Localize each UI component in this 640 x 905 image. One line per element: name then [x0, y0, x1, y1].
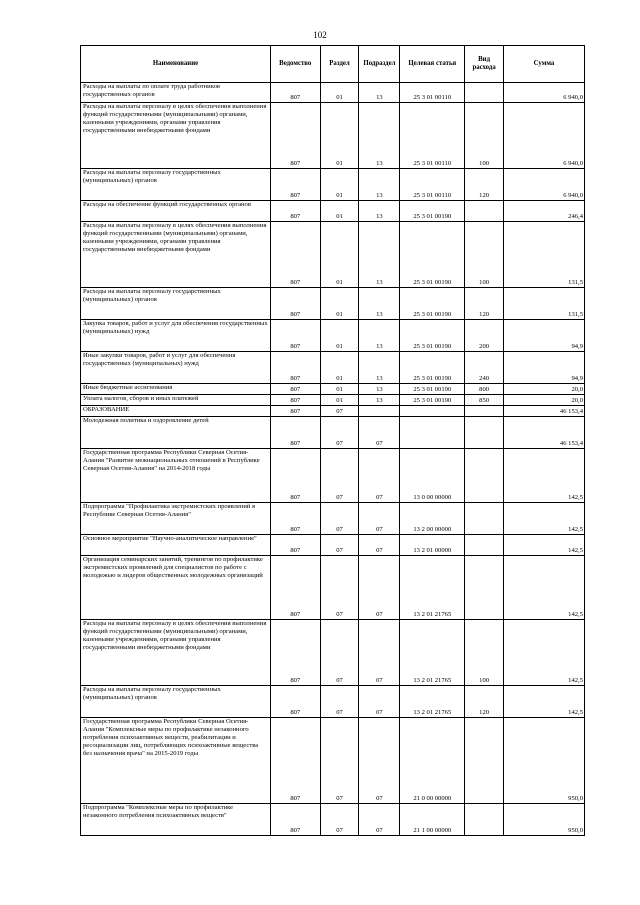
cell-name: Государственная программа Республики Северная Осетия-Алания "Развитие межнациональных отношений в Республике Северная Осетия-Алания" на 2014-2018 годы: [81, 449, 271, 503]
cell-expense: 120: [465, 686, 504, 718]
cell-section: 07: [320, 718, 359, 804]
cell-subsection: 13: [359, 103, 400, 169]
cell-target: 13 2 01 21765: [400, 556, 465, 620]
cell-department: 807: [270, 718, 320, 804]
table-row: [81, 406, 585, 417]
cell-section: 07: [320, 804, 359, 836]
cell-sum: 950,0: [504, 804, 585, 836]
cell-subsection: 13: [359, 352, 400, 384]
cell-target: 21 0 00 00000: [400, 718, 465, 804]
cell-department: 807: [270, 503, 320, 535]
cell-name: Молодежная политика и оздоровление детей: [81, 417, 271, 449]
cell-section: 01: [320, 384, 359, 395]
cell-target: 25 3 01 00110: [400, 83, 465, 103]
cell-department: 807: [270, 103, 320, 169]
cell-target: 25 3 01 00110: [400, 169, 465, 201]
cell-target: 13 2 01 00000: [400, 535, 465, 556]
cell-department: 807: [270, 449, 320, 503]
cell-expense: 100: [465, 103, 504, 169]
cell-expense: [465, 83, 504, 103]
cell-expense: [465, 417, 504, 449]
cell-section: 01: [320, 83, 359, 103]
cell-sum: 46 153,4: [504, 417, 585, 449]
cell-expense: [465, 449, 504, 503]
cell-sum: 131,5: [504, 288, 585, 320]
cell-department: 807: [270, 395, 320, 406]
cell-department: 807: [270, 169, 320, 201]
table-row: [81, 718, 585, 804]
cell-target: [400, 406, 465, 417]
cell-target: 25 3 01 00190: [400, 288, 465, 320]
table-row: [81, 288, 585, 320]
table-body: [81, 83, 585, 836]
cell-subsection: 13: [359, 169, 400, 201]
table-row: [81, 620, 585, 686]
cell-expense: 120: [465, 288, 504, 320]
cell-target: 25 3 01 00190: [400, 352, 465, 384]
cell-section: 01: [320, 352, 359, 384]
cell-subsection: 13: [359, 384, 400, 395]
cell-sum: 6 940,0: [504, 103, 585, 169]
cell-subsection: 07: [359, 686, 400, 718]
cell-subsection: 13: [359, 288, 400, 320]
cell-name: Расходы на выплаты персоналу в целях обеспечения выполнения функций государственными (муниципальными) органами, казенными учреждениями, органами управления государственными внебюджетными фондами: [81, 222, 271, 288]
cell-target: 25 3 01 00110: [400, 103, 465, 169]
cell-department: 807: [270, 320, 320, 352]
cell-sum: 246,4: [504, 201, 585, 222]
cell-target: 25 3 01 00190: [400, 222, 465, 288]
cell-subsection: 07: [359, 718, 400, 804]
cell-expense: 850: [465, 395, 504, 406]
cell-target: 25 3 01 00190: [400, 320, 465, 352]
cell-section: 07: [320, 503, 359, 535]
cell-name: Подпрограмма "Профилактика экстремистских проявлений в Республике Северная Осетия-Алания": [81, 503, 271, 535]
table-row: [81, 449, 585, 503]
cell-expense: [465, 718, 504, 804]
cell-name: Основное мероприятие "Научно-аналитическое направление": [81, 535, 271, 556]
page-number: 102: [313, 30, 327, 40]
cell-department: 807: [270, 352, 320, 384]
cell-section: 01: [320, 201, 359, 222]
cell-department: 807: [270, 288, 320, 320]
cell-expense: 200: [465, 320, 504, 352]
cell-department: 807: [270, 556, 320, 620]
table-row: [81, 686, 585, 718]
table-row: [81, 83, 585, 103]
cell-sum: 94,9: [504, 352, 585, 384]
cell-expense: [465, 556, 504, 620]
cell-department: 807: [270, 686, 320, 718]
cell-target: 25 3 01 00190: [400, 395, 465, 406]
cell-sum: 94,9: [504, 320, 585, 352]
cell-sum: 950,0: [504, 718, 585, 804]
table-row: [81, 417, 585, 449]
cell-expense: [465, 201, 504, 222]
header-sum: Сумма: [504, 46, 585, 83]
table-row: [81, 320, 585, 352]
cell-target: [400, 417, 465, 449]
cell-name: Иные закупки товаров, работ и услуг для обеспечения государственных (муниципальных) нужд: [81, 352, 271, 384]
cell-expense: [465, 535, 504, 556]
cell-expense: 800: [465, 384, 504, 395]
cell-department: 807: [270, 406, 320, 417]
header-target: Целевая статья: [400, 46, 465, 83]
cell-section: 01: [320, 395, 359, 406]
cell-sum: 142,5: [504, 620, 585, 686]
table-row: [81, 103, 585, 169]
cell-section: 07: [320, 556, 359, 620]
cell-subsection: 07: [359, 503, 400, 535]
header-department: Ведомство: [270, 46, 320, 83]
cell-section: 01: [320, 103, 359, 169]
cell-department: 807: [270, 417, 320, 449]
header-expense: Вид расхода: [465, 46, 504, 83]
cell-sum: 142,5: [504, 686, 585, 718]
cell-expense: [465, 804, 504, 836]
cell-expense: 240: [465, 352, 504, 384]
cell-target: 13 2 01 21765: [400, 686, 465, 718]
cell-target: 21 1 00 00000: [400, 804, 465, 836]
cell-expense: 100: [465, 222, 504, 288]
table-row: [81, 169, 585, 201]
cell-sum: 131,5: [504, 222, 585, 288]
cell-section: 07: [320, 417, 359, 449]
cell-target: 13 2 01 21765: [400, 620, 465, 686]
cell-target: 13 2 00 00000: [400, 503, 465, 535]
header-subsection: Подраздел: [359, 46, 400, 83]
table-row: [81, 535, 585, 556]
cell-target: 25 3 01 00190: [400, 201, 465, 222]
cell-subsection: 13: [359, 320, 400, 352]
cell-section: 07: [320, 406, 359, 417]
cell-name: Расходы на выплаты персоналу в целях обеспечения выполнения функций государственными (муниципальными) органами, казенными учреждениями, органами управления государственными внебюджетными фондами: [81, 103, 271, 169]
table-row: [81, 556, 585, 620]
cell-sum: 142,5: [504, 556, 585, 620]
table-header-row: [81, 46, 585, 83]
cell-section: 01: [320, 320, 359, 352]
cell-subsection: 13: [359, 222, 400, 288]
table-row: [81, 384, 585, 395]
cell-sum: 46 153,4: [504, 406, 585, 417]
cell-subsection: 13: [359, 201, 400, 222]
cell-section: 01: [320, 222, 359, 288]
header-section: Раздел: [320, 46, 359, 83]
cell-expense: 120: [465, 169, 504, 201]
cell-section: 01: [320, 169, 359, 201]
header-name: Наименование: [81, 46, 271, 83]
cell-sum: 20,0: [504, 395, 585, 406]
cell-subsection: 13: [359, 395, 400, 406]
cell-name: Государственная программа Республики Северная Осетия-Алания "Комплексные меры по профилактике незаконного потребления психоактивных веществ, реабилитации и ресоциализации лиц, потребляющих психоактивные вещества без назначения врача" на 2015-2019 годы: [81, 718, 271, 804]
cell-name: Расходы на выплаты персоналу в целях обеспечения выполнения функций государственными (муниципальными) органами, казенными учреждениями, органами управления государственными внебюджетными фондами: [81, 620, 271, 686]
cell-section: 07: [320, 686, 359, 718]
cell-subsection: [359, 406, 400, 417]
cell-target: 25 3 01 00190: [400, 384, 465, 395]
cell-name: ОБРАЗОВАНИЕ: [81, 406, 271, 417]
cell-expense: [465, 503, 504, 535]
cell-department: 807: [270, 222, 320, 288]
cell-section: 07: [320, 535, 359, 556]
cell-name: Иные бюджетные ассигнования: [81, 384, 271, 395]
cell-target: 13 0 00 00000: [400, 449, 465, 503]
cell-sum: 20,0: [504, 384, 585, 395]
cell-name: Расходы на выплаты по оплате труда работников государственных органов: [81, 83, 271, 103]
cell-section: 07: [320, 620, 359, 686]
cell-name: Расходы на обеспечение функций государственных органов: [81, 201, 271, 222]
cell-subsection: 07: [359, 620, 400, 686]
table-row: [81, 222, 585, 288]
budget-table: [80, 45, 585, 836]
cell-sum: 6 940,0: [504, 83, 585, 103]
cell-name: Подпрограмма "Комплексные меры по профилактике незаконного потребления психоактивных веществ": [81, 804, 271, 836]
cell-name: Расходы на выплаты персоналу государственных (муниципальных) органов: [81, 169, 271, 201]
cell-sum: 142,5: [504, 503, 585, 535]
cell-name: Закупка товаров, работ и услуг для обеспечения государственных (муниципальных) нужд: [81, 320, 271, 352]
cell-subsection: 07: [359, 535, 400, 556]
table-row: [81, 352, 585, 384]
table-row: [81, 395, 585, 406]
cell-section: 01: [320, 288, 359, 320]
cell-department: 807: [270, 620, 320, 686]
cell-name: Организация семинарских занятий, тренингов по профилактике экстремистских проявлений для специалистов по работе с молодежью и лидеров общественных молодежных организаций: [81, 556, 271, 620]
cell-sum: 142,5: [504, 449, 585, 503]
cell-name: Уплата налогов, сборов и иных платежей: [81, 395, 271, 406]
cell-subsection: 07: [359, 556, 400, 620]
cell-expense: 100: [465, 620, 504, 686]
table-row: [81, 201, 585, 222]
cell-subsection: 07: [359, 417, 400, 449]
cell-department: 807: [270, 384, 320, 395]
cell-sum: 142,5: [504, 535, 585, 556]
cell-department: 807: [270, 804, 320, 836]
cell-department: 807: [270, 201, 320, 222]
cell-name: Расходы на выплаты персоналу государственных (муниципальных) органов: [81, 288, 271, 320]
cell-sum: 6 940,0: [504, 169, 585, 201]
cell-subsection: 13: [359, 83, 400, 103]
table-row: [81, 804, 585, 836]
cell-department: 807: [270, 535, 320, 556]
cell-name: Расходы на выплаты персоналу государственных (муниципальных) органов: [81, 686, 271, 718]
table-row: [81, 503, 585, 535]
cell-subsection: 07: [359, 449, 400, 503]
cell-section: 07: [320, 449, 359, 503]
cell-subsection: 07: [359, 804, 400, 836]
cell-expense: [465, 406, 504, 417]
cell-department: 807: [270, 83, 320, 103]
